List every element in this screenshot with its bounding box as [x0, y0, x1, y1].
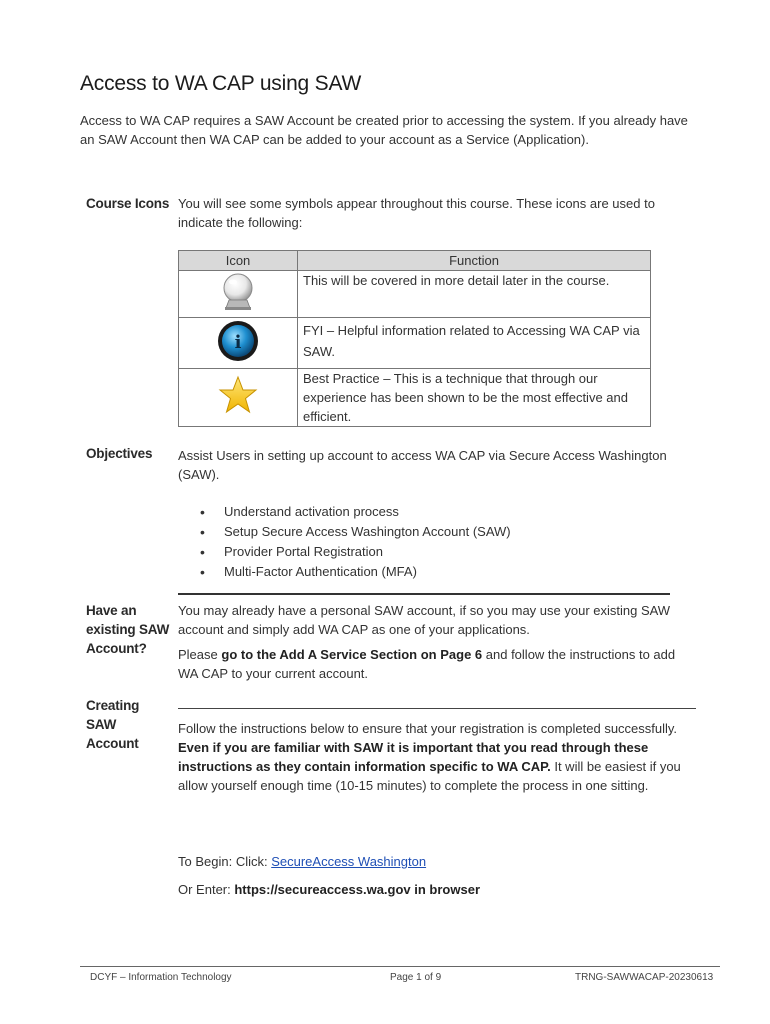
icon-column-header: Icon [179, 251, 298, 271]
list-item: • Understand activation process [200, 502, 511, 522]
list-item: • Setup Secure Access Washington Account (SAW) [200, 522, 511, 542]
secure-access-url: https://secureaccess.wa.gov in browser [234, 882, 481, 897]
instruction-pre: Please [178, 647, 222, 662]
list-item: • Provider Portal Registration [200, 542, 511, 562]
function-cell: This will be covered in more detail later in the course. [298, 271, 651, 318]
table-header-row [179, 251, 651, 271]
function-cell: FYI – Helpful information related to Accessing WA CAP via SAW. [298, 318, 651, 369]
icon-cell [179, 369, 298, 427]
icon-cell [179, 271, 298, 318]
enter-label: Or Enter: [178, 882, 235, 897]
intro-paragraph: Access to WA CAP requires a SAW Account be created prior to accessing the system. If you already have an SAW Account then WA CAP can be added to your account as a Service (Application). [80, 113, 688, 147]
svg-text:i: i [234, 331, 242, 353]
table-row [179, 369, 651, 427]
have-account-instruction [178, 645, 698, 683]
add-service-reference: go to the Add A Service Section on Page 6 [221, 647, 483, 662]
enter-line [178, 880, 698, 899]
creating-text-post: It will be easiest if you allow yourself enough time (10-15 minutes) to complete the process in one sitting. [178, 759, 681, 793]
creating-important-note: Even if you are familiar with SAW it is important that you read through these instructions as they contain information specific to WA CAP. [178, 740, 649, 774]
course-icons-heading: Course Icons [86, 196, 170, 211]
footer-divider [80, 966, 720, 967]
footer-left: DCYF – Information Technology [90, 972, 232, 983]
crystal-ball-icon [220, 272, 256, 312]
table-row [179, 318, 651, 369]
objectives-text: Assist Users in setting up account to access WA CAP via Secure Access Washington (SAW). [178, 448, 667, 482]
begin-label: To Begin: Click: [178, 854, 272, 869]
page-number: Page 1 of 9 [390, 972, 442, 983]
have-account-heading: Have an existing SAW Account? [86, 603, 170, 656]
have-account-text: You may already have a personal SAW account, if so you may use your existing SAW account and simply add WA CAP as one of your applications. [178, 603, 671, 637]
icon-cell [179, 318, 298, 369]
table-row [179, 271, 651, 318]
creating-text [178, 719, 698, 795]
objectives-list [200, 502, 511, 582]
section-divider [178, 708, 696, 709]
page-title: Access to WA CAP using SAW [80, 72, 362, 95]
creating-heading: Creating SAW Account [86, 698, 140, 751]
function-column-header: Function [298, 251, 651, 271]
instruction-post: and follow the instructions to add WA CAP to your current account. [178, 647, 676, 681]
objectives-heading: Objectives [86, 446, 153, 461]
gold-star-icon [218, 375, 258, 415]
creating-text-pre: Follow the instructions below to ensure that your registration is completed successfully. [178, 721, 678, 736]
document-code: TRNG-SAWWACAP-20230613 [575, 972, 714, 983]
info-badge-icon [216, 319, 260, 363]
begin-line [178, 852, 698, 871]
course-icons-text: You will see some symbols appear throughout this course. These icons are used to indicate the following: [178, 196, 655, 230]
section-divider [178, 593, 670, 595]
secure-access-washington-link[interactable]: SecureAccess Washington [271, 854, 427, 869]
list-item: • Multi-Factor Authentication (MFA) [200, 562, 511, 582]
course-icons-table [178, 250, 651, 427]
function-cell: Best Practice – This is a technique that through our experience has been shown to be the most effective and efficient. [298, 369, 651, 427]
